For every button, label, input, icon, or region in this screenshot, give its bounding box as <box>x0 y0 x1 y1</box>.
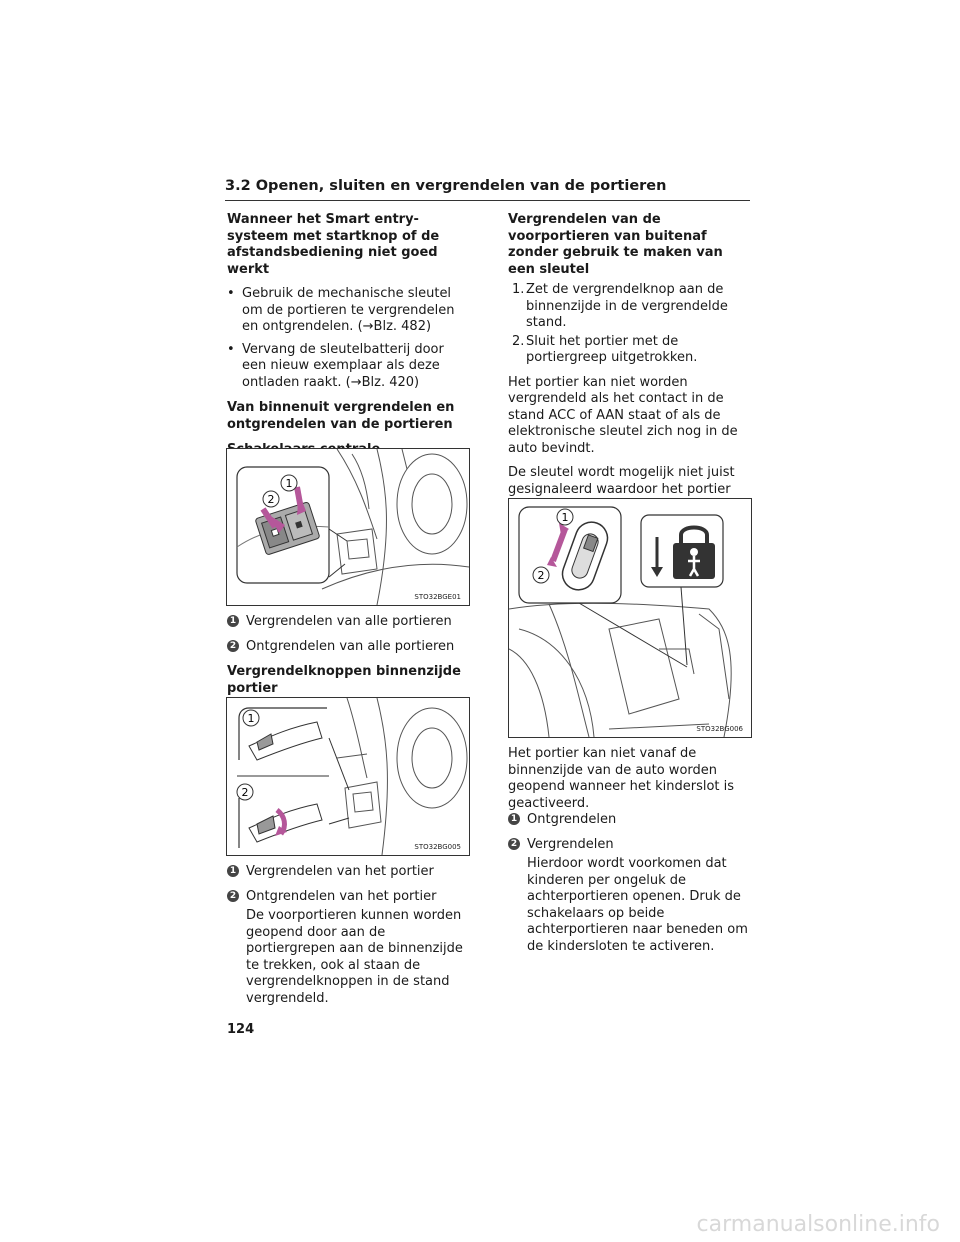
fig3-callout-1: 1 <box>561 511 569 524</box>
watermark: carmanualsonline.info <box>696 1212 940 1237</box>
figure-code: STO32BG006 <box>696 725 743 733</box>
page-number: 124 <box>227 1022 255 1037</box>
caption-item: 1 Ontgrendelen <box>508 812 750 829</box>
caption-item: 1 Vergrendelen van alle portieren <box>227 614 469 631</box>
caption-item: 2 Vergrendelen <box>508 837 750 854</box>
fig3-callout-2: 2 <box>537 569 545 582</box>
step-item: 1. Zet de vergrendelknop aan de binnenzijde in de vergrendelde stand. <box>512 282 728 330</box>
fig2-captions <box>227 864 469 1007</box>
smart-entry-heading: Wanneer het Smart entry-systeem met startknop of de afstandsbediening niet goed werkt <box>227 212 440 277</box>
paragraph: Het portier kan niet worden vergrendeld als het contact in de stand ACC of AAN staat of als de elektronische sleutel zich nog in de auto bevindt. <box>508 374 738 456</box>
fig1-callout-2: 2 <box>267 493 275 506</box>
fig1-captions <box>227 614 469 697</box>
lock-knobs-heading: Vergrendelknoppen binnenzijde portier <box>227 664 461 696</box>
figure-code: STO32BGE01 <box>414 593 461 601</box>
bullet-item: • Vervang de sleutelbatterij door een nieuw exemplaar als deze ontladen raakt. (→Blz. 420) <box>227 342 469 392</box>
fig3-text <box>508 746 750 955</box>
caption-item: 2 Ontgrendelen van alle portieren <box>227 639 469 656</box>
child-lock-intro: Het portier kan niet vanaf de binnenzijde van de auto worden geopend wanneer het kinderslot is geactiveerd. <box>508 746 735 811</box>
fig3-note: Hierdoor wordt voorkomen dat kinderen per ongeluk de achterportieren openen. Druk de schakelaars op beide achterportieren naar beneden om de kindersloten te activeren. <box>527 856 748 954</box>
lock-knob-figure <box>226 697 470 856</box>
right-column-top <box>508 212 750 539</box>
central-lock-figure <box>226 448 470 606</box>
bullet-item: • Gebruik de mechanische sleutel om de portieren te vergrendelen en ontgrendelen. (→Blz. 482) <box>227 286 469 336</box>
paragraph: De sleutel wordt mogelijk niet juist gesignaleerd waardoor het portier <box>508 465 735 497</box>
caption-item: 1 Vergrendelen van het portier <box>227 864 469 881</box>
fig2-callout-2: 2 <box>241 786 249 799</box>
key-lock-heading: Vergrendelen van de voorportieren van buitenaf zonder gebruik te maken van een sleutel <box>508 212 723 277</box>
caption-item: 2 Ontgrendelen van het portier <box>227 889 469 906</box>
fig1-callout-1: 1 <box>285 477 293 490</box>
fig2-note: De voorportieren kunnen worden geopend door aan de portiergrepen aan de binnenzijde te trekken, ook al staan de vergrendelknoppen in de stand vergrendeld. <box>246 908 463 1006</box>
left-column-top <box>227 212 469 475</box>
child-lock-figure <box>508 498 752 738</box>
section-title: 3.2 Openen, sluiten en vergrendelen van de portieren <box>225 178 667 194</box>
inside-lock-heading: Van binnenuit vergrendelen en ontgrendelen van de portieren <box>227 400 455 432</box>
figure-code: STO32BG005 <box>414 843 461 851</box>
step-item: 2. Sluit het portier met de portiergreep uitgetrokken. <box>512 333 698 365</box>
header-rule <box>225 200 750 201</box>
fig2-callout-1: 1 <box>247 712 255 725</box>
